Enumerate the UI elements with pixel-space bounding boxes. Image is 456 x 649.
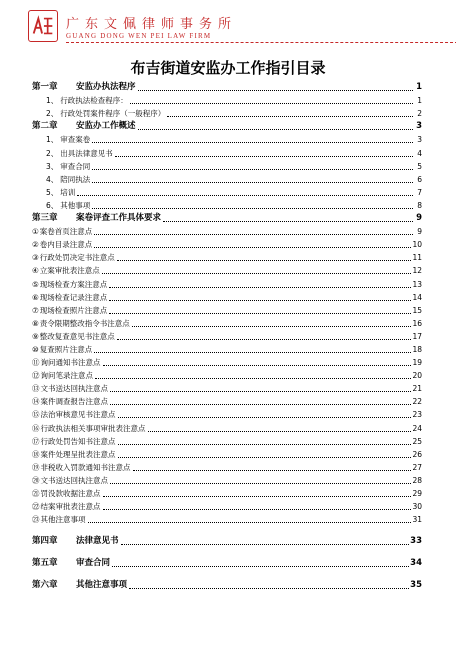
toc-number: ⑪ bbox=[32, 358, 40, 368]
toc-label: 行政处罚决定书注意点 bbox=[39, 253, 115, 263]
toc-page-number: 20 bbox=[412, 371, 422, 381]
toc-leader-dots bbox=[103, 364, 412, 366]
toc-label: 其他事项 bbox=[60, 200, 91, 210]
firm-logo-icon bbox=[28, 10, 58, 42]
toc-leader-dots bbox=[118, 416, 412, 418]
toc-leader-dots bbox=[148, 430, 412, 432]
toc-number: ⑭ bbox=[32, 397, 40, 407]
toc-page-number: 14 bbox=[412, 292, 422, 302]
toc-number: ⑲ bbox=[32, 462, 40, 472]
toc-page-number: 21 bbox=[412, 384, 422, 394]
table-of-contents bbox=[32, 80, 422, 591]
toc-leader-dots bbox=[92, 181, 413, 183]
toc-entry-item[interactable] bbox=[32, 237, 422, 250]
toc-leader-dots bbox=[92, 168, 413, 170]
toc-number: 5、 bbox=[46, 187, 59, 197]
toc-leader-dots bbox=[110, 390, 411, 392]
toc-number: ⑩ bbox=[32, 344, 39, 354]
toc-number: ⑱ bbox=[32, 449, 40, 459]
toc-entry-item[interactable] bbox=[32, 381, 422, 394]
toc-entry-sub[interactable] bbox=[32, 145, 422, 158]
toc-label: 陪同执法 bbox=[60, 174, 91, 184]
toc-label: 现场检查记录注意点 bbox=[39, 292, 108, 302]
toc-leader-dots bbox=[109, 312, 411, 314]
toc-page-number: 6 bbox=[417, 174, 422, 184]
toc-entry-item[interactable] bbox=[32, 420, 422, 433]
toc-leader-dots bbox=[92, 141, 413, 143]
toc-label: 文书送达回执注意点 bbox=[40, 384, 108, 394]
toc-entry-chapter[interactable] bbox=[32, 119, 422, 132]
toc-page-number: 3 bbox=[417, 135, 422, 145]
toc-label: 现场检查照片注意点 bbox=[39, 305, 108, 315]
toc-number: ⑯ bbox=[32, 423, 40, 433]
toc-number: ⑨ bbox=[32, 331, 39, 341]
toc-page-number: 22 bbox=[412, 397, 422, 407]
toc-page-number: 25 bbox=[412, 436, 422, 446]
toc-entry-sub[interactable] bbox=[32, 106, 422, 119]
toc-entry-item[interactable] bbox=[32, 342, 422, 355]
toc-page-number: 19 bbox=[412, 358, 422, 368]
toc-leader-dots bbox=[117, 259, 412, 261]
toc-entry-item[interactable] bbox=[32, 512, 422, 525]
toc-leader-dots bbox=[118, 456, 412, 458]
toc-entry-item[interactable] bbox=[32, 355, 422, 368]
toc-page-number: 26 bbox=[412, 449, 422, 459]
toc-label: 非税收入罚款通知书注意点 bbox=[40, 462, 131, 472]
header-divider bbox=[66, 42, 456, 43]
toc-page-number: 11 bbox=[412, 253, 422, 263]
toc-page-number: 29 bbox=[412, 489, 422, 498]
toc-label: 其他注意事项 bbox=[40, 515, 86, 525]
toc-label: 行政处罚案件程序（一般程序） bbox=[60, 109, 166, 119]
toc-page-number: 1 bbox=[416, 82, 422, 93]
toc-label: 行政处罚告知书注意点 bbox=[40, 436, 116, 446]
toc-entry-item[interactable] bbox=[32, 394, 422, 407]
toc-entry-item[interactable] bbox=[32, 499, 422, 512]
toc-label: 询问笔录注意点 bbox=[40, 371, 93, 381]
toc-page-number: 33 bbox=[410, 536, 422, 547]
toc-leader-dots bbox=[118, 443, 412, 445]
toc-leader-dots bbox=[130, 102, 413, 104]
toc-leader-dots bbox=[138, 128, 413, 130]
toc-label: 案件调查报告注意点 bbox=[40, 397, 108, 407]
toc-leader-dots bbox=[92, 207, 413, 209]
toc-leader-dots bbox=[94, 351, 411, 353]
document-title: 布吉街道安监办工作指引目录 bbox=[130, 59, 326, 77]
toc-page-number: 23 bbox=[412, 410, 422, 420]
toc-entry-chapter[interactable] bbox=[32, 556, 422, 569]
toc-number: 第三章 bbox=[32, 213, 58, 224]
toc-page-number: 15 bbox=[412, 305, 422, 315]
toc-number: 2、 bbox=[46, 109, 59, 119]
toc-page-number: 5 bbox=[417, 161, 422, 171]
toc-label: 审查合同 bbox=[60, 161, 91, 171]
toc-label: 审查合同 bbox=[76, 558, 111, 569]
toc-entry-sub[interactable] bbox=[32, 132, 422, 145]
letterhead bbox=[28, 10, 428, 50]
toc-leader-dots bbox=[110, 403, 411, 405]
toc-number: 2、 bbox=[46, 148, 59, 158]
toc-label: 复查照片注意点 bbox=[39, 344, 93, 354]
toc-entry-item[interactable] bbox=[32, 276, 422, 289]
toc-leader-dots bbox=[109, 299, 411, 301]
toc-label: 出具法律意见书 bbox=[60, 148, 113, 158]
toc-number: ③ bbox=[32, 253, 39, 263]
toc-leader-dots bbox=[94, 233, 413, 235]
toc-page-number: 31 bbox=[412, 515, 422, 525]
toc-leader-dots bbox=[95, 377, 411, 379]
toc-leader-dots bbox=[121, 543, 410, 545]
toc-label: 行政执法检查程序： bbox=[60, 96, 128, 106]
toc-number: 1、 bbox=[46, 96, 59, 106]
toc-entry-sub[interactable] bbox=[32, 198, 422, 211]
toc-entry-item[interactable] bbox=[32, 368, 422, 381]
toc-label: 其他注意事项 bbox=[76, 580, 128, 591]
toc-label: 案卷首页注意点 bbox=[39, 227, 93, 237]
toc-entry-item[interactable] bbox=[32, 407, 422, 420]
toc-number: ⑤ bbox=[32, 279, 39, 289]
toc-page-number: 18 bbox=[412, 344, 422, 354]
toc-leader-dots bbox=[103, 495, 412, 497]
toc-number: ⑦ bbox=[32, 305, 39, 315]
toc-label: 立案审批表注意点 bbox=[39, 266, 100, 276]
toc-number: ⑳ bbox=[32, 475, 40, 485]
toc-entry-chapter[interactable] bbox=[32, 534, 422, 547]
toc-label: 文书送达回执注意点 bbox=[40, 475, 108, 485]
toc-number: 4、 bbox=[46, 174, 59, 184]
toc-label: 案件处理呈批表注意点 bbox=[40, 449, 116, 459]
toc-page-number: 28 bbox=[412, 475, 422, 485]
toc-label: 安监办工作概述 bbox=[76, 121, 136, 132]
toc-number: ⑥ bbox=[32, 292, 39, 302]
toc-label: 法律意见书 bbox=[76, 536, 119, 547]
toc-leader-dots bbox=[110, 482, 411, 484]
toc-entry-item[interactable] bbox=[32, 434, 422, 447]
toc-entry-sub[interactable] bbox=[32, 185, 422, 198]
toc-label: 现场检查方案注意点 bbox=[39, 279, 108, 289]
toc-entry-item[interactable] bbox=[32, 329, 422, 342]
toc-number: 第一章 bbox=[32, 82, 58, 93]
toc-label: 罚没款收据注意点 bbox=[40, 489, 101, 498]
toc-entry-item[interactable] bbox=[32, 316, 422, 329]
toc-number: ⑰ bbox=[32, 436, 40, 446]
toc-leader-dots bbox=[88, 521, 412, 523]
toc-number: 第二章 bbox=[32, 121, 58, 132]
toc-number: ④ bbox=[32, 266, 39, 276]
toc-entry-sub[interactable] bbox=[32, 159, 422, 172]
toc-label: 培训 bbox=[60, 187, 76, 197]
toc-label: 卷内目录注意点 bbox=[39, 240, 93, 250]
toc-leader-dots bbox=[112, 565, 409, 567]
toc-number: ㉑ bbox=[32, 489, 40, 498]
toc-entry-sub[interactable] bbox=[32, 93, 422, 106]
toc-number: 1、 bbox=[46, 135, 59, 145]
toc-entry-item[interactable] bbox=[32, 303, 422, 316]
toc-leader-dots bbox=[77, 194, 413, 196]
toc-leader-dots bbox=[132, 325, 412, 327]
toc-page-number: 1 bbox=[417, 96, 422, 106]
toc-page-number: 9 bbox=[417, 227, 422, 237]
toc-page-number: 2 bbox=[417, 109, 422, 119]
toc-page-number: 13 bbox=[412, 279, 422, 289]
toc-number: ㉓ bbox=[32, 515, 40, 525]
toc-label: 审查案卷 bbox=[60, 135, 91, 145]
toc-leader-dots bbox=[94, 246, 411, 248]
toc-number: ⑫ bbox=[32, 371, 40, 381]
toc-number: ⑬ bbox=[32, 384, 40, 394]
toc-leader-dots bbox=[115, 155, 413, 157]
toc-entry-chapter[interactable] bbox=[32, 80, 422, 93]
toc-number: 第六章 bbox=[32, 580, 58, 591]
toc-page-number: 30 bbox=[412, 502, 422, 512]
toc-page-number: 10 bbox=[412, 240, 422, 250]
toc-leader-dots bbox=[167, 115, 413, 117]
toc-page-number: 27 bbox=[412, 462, 422, 472]
toc-entry-item[interactable] bbox=[32, 447, 422, 460]
toc-number: ① bbox=[32, 227, 39, 237]
toc-label: 责令限期整改指令书注意点 bbox=[39, 318, 130, 328]
toc-number: 6、 bbox=[46, 200, 59, 210]
toc-label: 法治审核意见书注意点 bbox=[40, 410, 116, 420]
toc-page-number: 4 bbox=[417, 148, 422, 158]
toc-entry-item[interactable] bbox=[32, 224, 422, 237]
toc-entry-chapter[interactable] bbox=[32, 578, 422, 591]
toc-entry-item[interactable] bbox=[32, 460, 422, 473]
toc-number: 第四章 bbox=[32, 536, 58, 547]
toc-label: 案卷评查工作具体要求 bbox=[76, 213, 162, 224]
toc-page-number: 17 bbox=[412, 331, 422, 341]
toc-leader-dots bbox=[102, 272, 412, 274]
toc-page-number: 3 bbox=[416, 121, 422, 132]
toc-entry-item[interactable] bbox=[32, 263, 422, 276]
toc-page-number: 34 bbox=[410, 558, 422, 569]
toc-label: 询问通知书注意点 bbox=[40, 358, 101, 368]
toc-page-number: 12 bbox=[412, 266, 422, 276]
toc-number: ② bbox=[32, 240, 39, 250]
toc-number: ⑮ bbox=[32, 410, 40, 420]
toc-page-number: 7 bbox=[417, 187, 422, 197]
toc-page-number: 9 bbox=[416, 213, 422, 224]
toc-label: 安监办执法程序 bbox=[76, 82, 136, 93]
toc-entry-item[interactable] bbox=[32, 486, 422, 499]
toc-number: 第五章 bbox=[32, 558, 58, 569]
toc-label: 结案审批表注意点 bbox=[40, 502, 101, 512]
toc-label: 行政执法相关事项审批表注意点 bbox=[40, 423, 146, 433]
toc-page-number: 35 bbox=[410, 580, 422, 591]
toc-leader-dots bbox=[103, 508, 412, 510]
toc-leader-dots bbox=[117, 338, 412, 340]
toc-entry-item[interactable] bbox=[32, 250, 422, 263]
firm-name-en: GUANG DONG WEN PEI LAW FIRM bbox=[66, 32, 212, 40]
toc-number: 3、 bbox=[46, 161, 59, 171]
toc-page-number: 8 bbox=[417, 200, 422, 210]
toc-entry-item[interactable] bbox=[32, 290, 422, 303]
toc-number: ⑧ bbox=[32, 318, 39, 328]
toc-entry-item[interactable] bbox=[32, 473, 422, 486]
toc-leader-dots bbox=[133, 469, 412, 471]
toc-page-number: 24 bbox=[412, 423, 422, 433]
toc-page-number: 16 bbox=[412, 318, 422, 328]
toc-leader-dots bbox=[138, 89, 413, 91]
firm-name-cn: 广东文佩律师事务所 bbox=[66, 17, 238, 32]
toc-leader-dots bbox=[163, 220, 413, 222]
toc-entry-sub[interactable] bbox=[32, 172, 422, 185]
toc-leader-dots bbox=[109, 286, 411, 288]
toc-leader-dots bbox=[129, 587, 409, 589]
toc-entry-chapter[interactable] bbox=[32, 211, 422, 224]
toc-label: 整改复查意见书注意点 bbox=[39, 331, 115, 341]
toc-number: ㉒ bbox=[32, 502, 40, 512]
